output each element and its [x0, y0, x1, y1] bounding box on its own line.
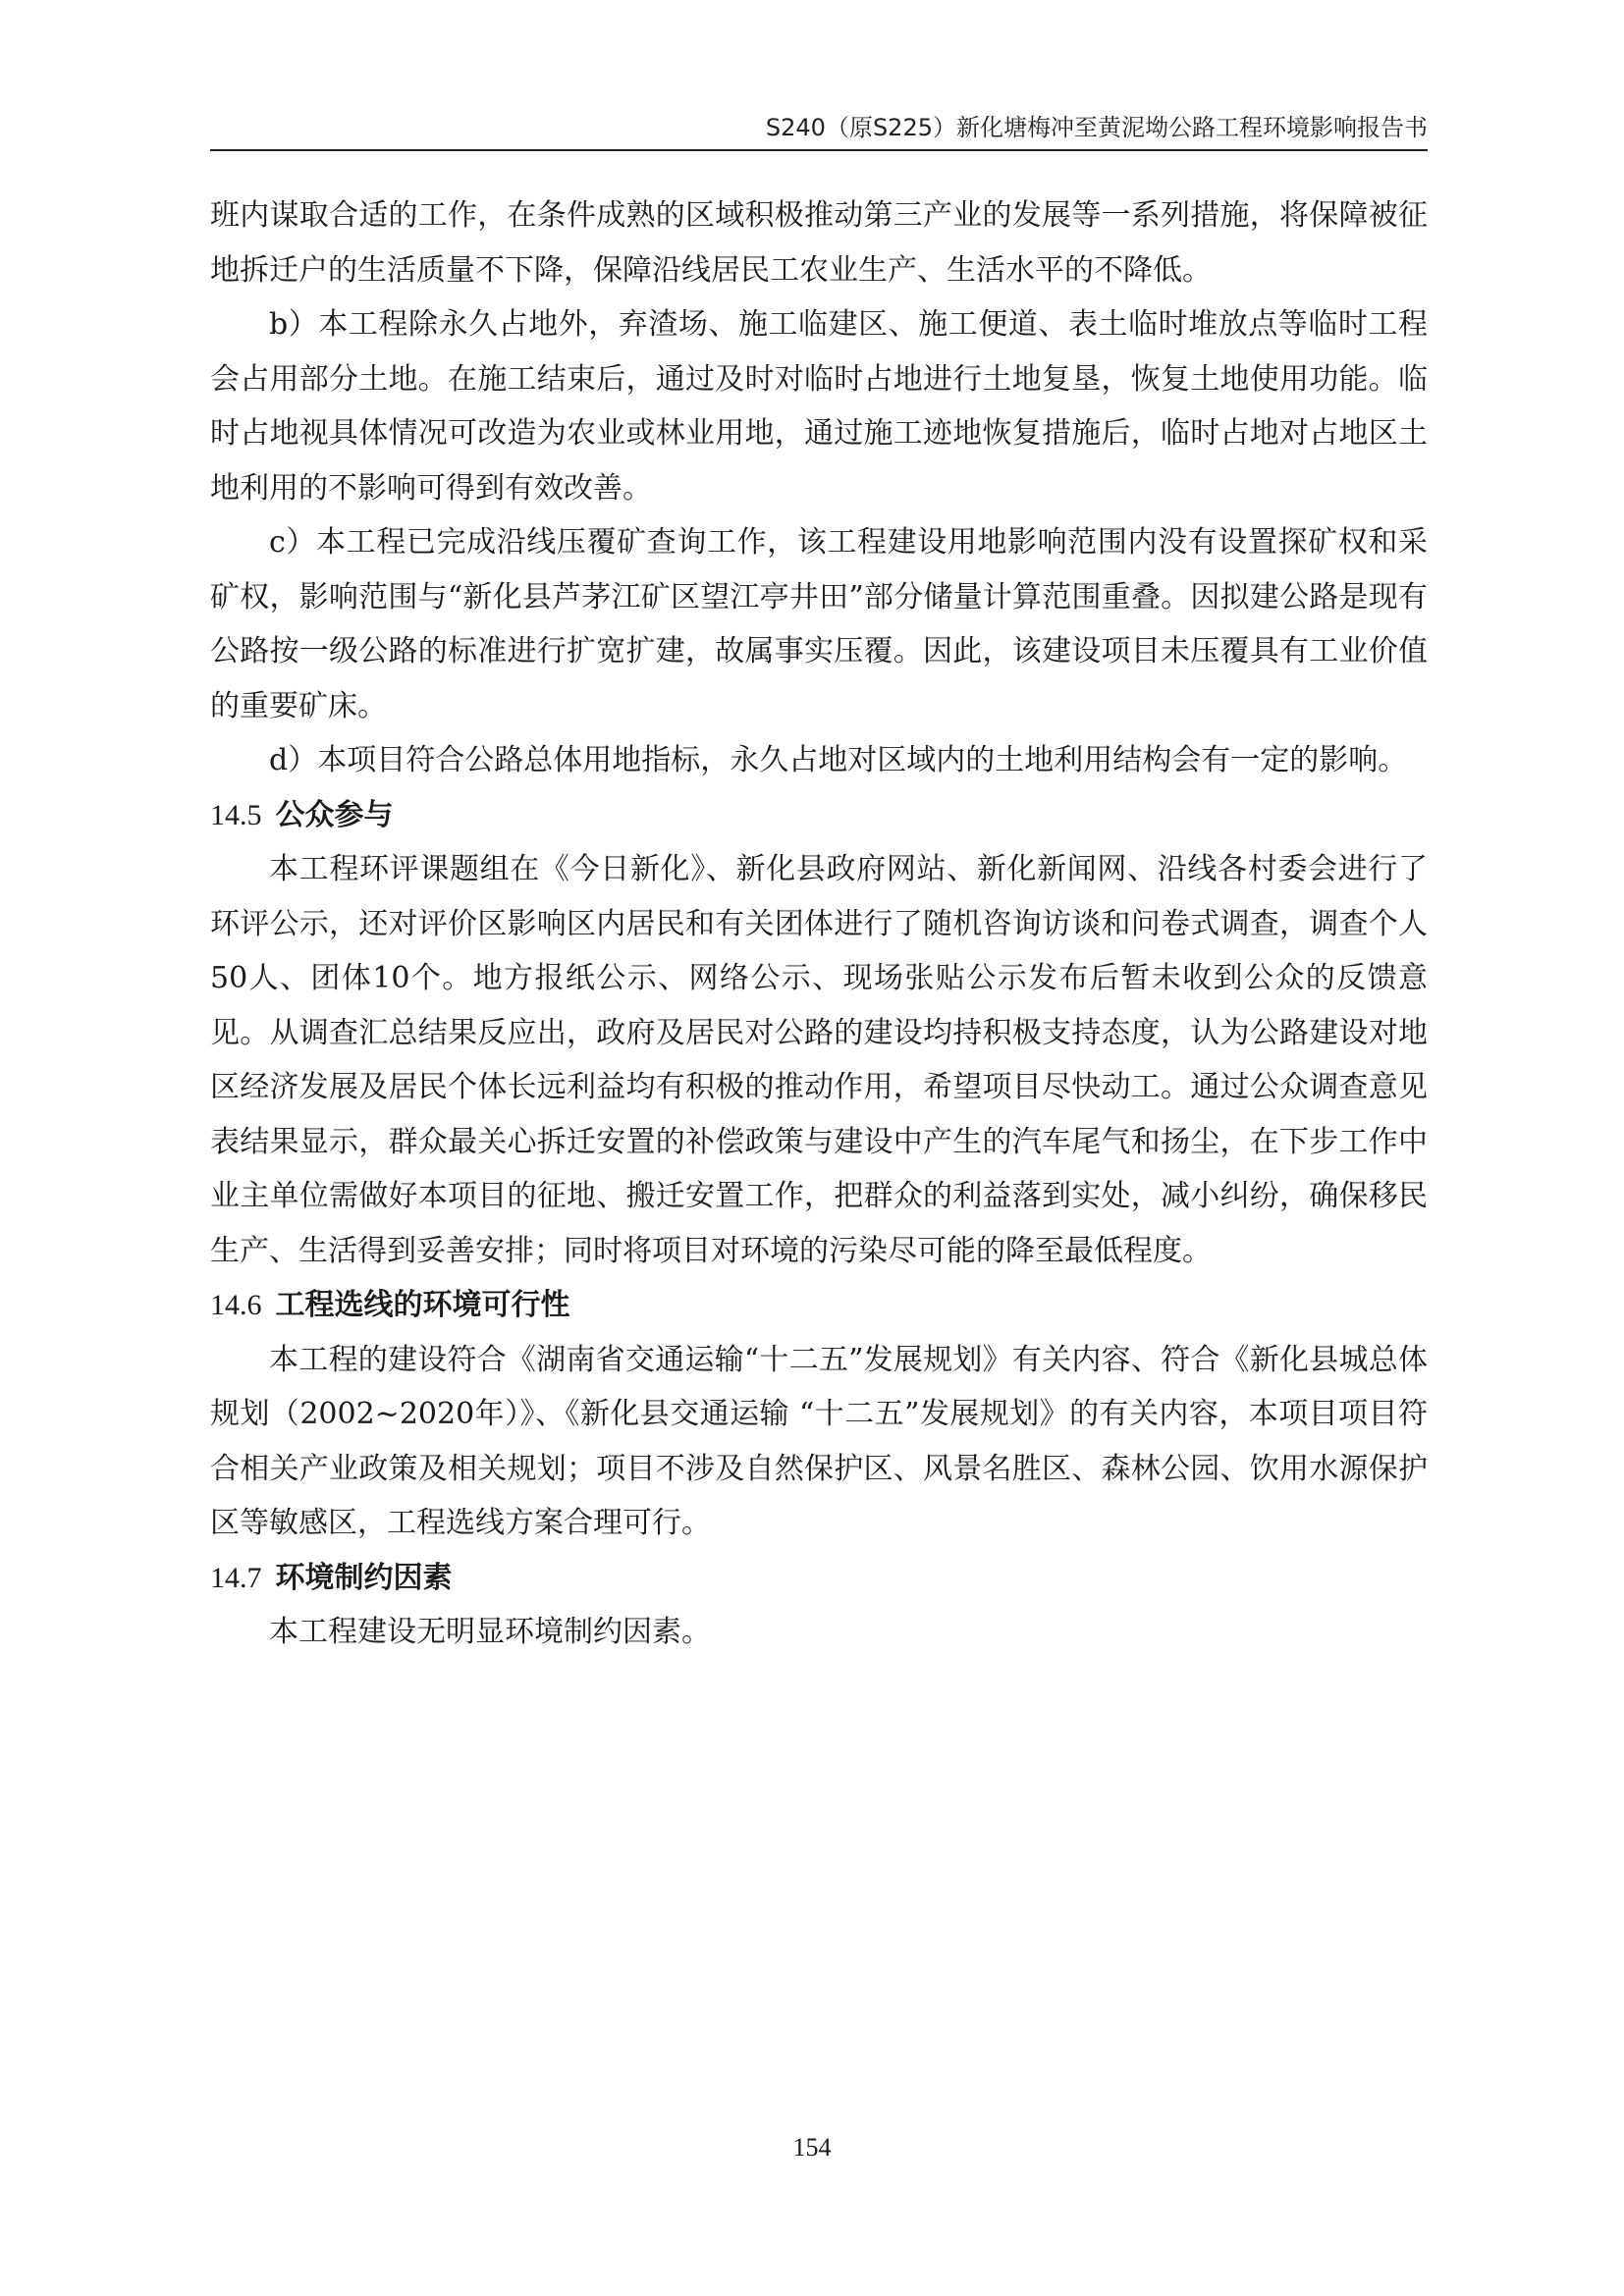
header-divider [210, 149, 1428, 151]
paragraph-intro: 班内谋取合适的工作，在条件成熟的区域积极推动第三产业的发展等一系列措施，将保障被征地拆迁户的生活质量不下降，保障沿线居民工农业生产、生活水平的不降低。 [210, 198, 1428, 288]
paragraph-c: c）本工程已完成沿线压覆矿查询工作，该工程建设用地影响范围内没有设置探矿权和采矿权，影响范围与“新化县芦茅江矿区望江亭井田”部分储量计算范围重叠。因拟建公路是现有公路按一级公路的标准进行扩宽扩建，故属事实压覆。因此，该建设项目未压覆具有工业价值的重要矿床。 [210, 525, 1428, 723]
paragraph-b: b）本工程除永久占地外，弃渣场、施工临建区、施工便道、表土临时堆放点等临时工程会占用部分土地。在施工结束后，通过及时对临时占地进行土地复垦，恢复土地使用功能。临时占地视具体情况可改造为农业或林业用地，通过施工迹地恢复措施后，临时占地对占地区土地利用的不影响可得到有效改善。 [210, 307, 1428, 506]
running-header: S240（原S225）新化塘梅冲至黄泥坳公路工程环境影响报告书 [765, 114, 1428, 141]
section-number: 14.7 [210, 1561, 262, 1594]
section-title: 环境制约因素 [275, 1560, 453, 1595]
section-heading-14-6 [210, 1278, 1428, 1333]
page-body [210, 188, 1428, 1660]
section-title: 工程选线的环境可行性 [275, 1288, 570, 1322]
section-heading-14-7 [210, 1551, 1428, 1606]
paragraph-public-participation: 本工程环评课题组在《今日新化》、新化县政府网站、新化新闻网、沿线各村委会进行了环评公示，还对评价区影响区内居民和有关团体进行了随机咨询访谈和问卷式调查，调查个人50人、团体10个。地方报纸公示、网络公示、现场张贴公示发布后暂未收到公众的反馈意见。从调查汇总结果反应出，政府及居民对公路的建设均持积极支持态度，认为公路建设对地区经济发展及居民个体长远利益均有积极的推动作用，希望项目尽快动工。通过公众调查意见表结果显示，群众最关心拆迁安置的补偿政策与建设中产生的汽车尾气和扬尘，在下步工作中业主单位需做好本项目的征地、搬迁安置工作，把群众的利益落到实处，减小纠纷，确保移民生产、生活得到妥善安排；同时将项目对环境的污染尽可能的降至最低程度。 [210, 852, 1428, 1268]
page-number: 154 [792, 2133, 832, 2162]
section-title: 公众参与 [275, 797, 394, 832]
paragraph-constraints: 本工程建设无明显环境制约因素。 [269, 1615, 711, 1649]
section-number: 14.6 [210, 1289, 262, 1321]
paragraph-route-feasibility: 本工程的建设符合《湖南省交通运输“十二五”发展规划》有关内容、符合《新化县城总体规划（2002~2020年）》、《新化县交通运输 “十二五”发展规划》的有关内容，本项目项目符合相关产业政策及相关规划；项目不涉及自然保护区、风景名胜区、森林公园、饮用水源保护区等敏感区，工程选线方案合理可行。 [210, 1342, 1428, 1540]
section-number: 14.5 [210, 798, 262, 831]
paragraph-d: d）本项目符合公路总体用地指标，永久占地对区域内的土地利用结构会有一定的影响。 [269, 743, 1408, 777]
section-heading-14-5 [210, 788, 1428, 843]
